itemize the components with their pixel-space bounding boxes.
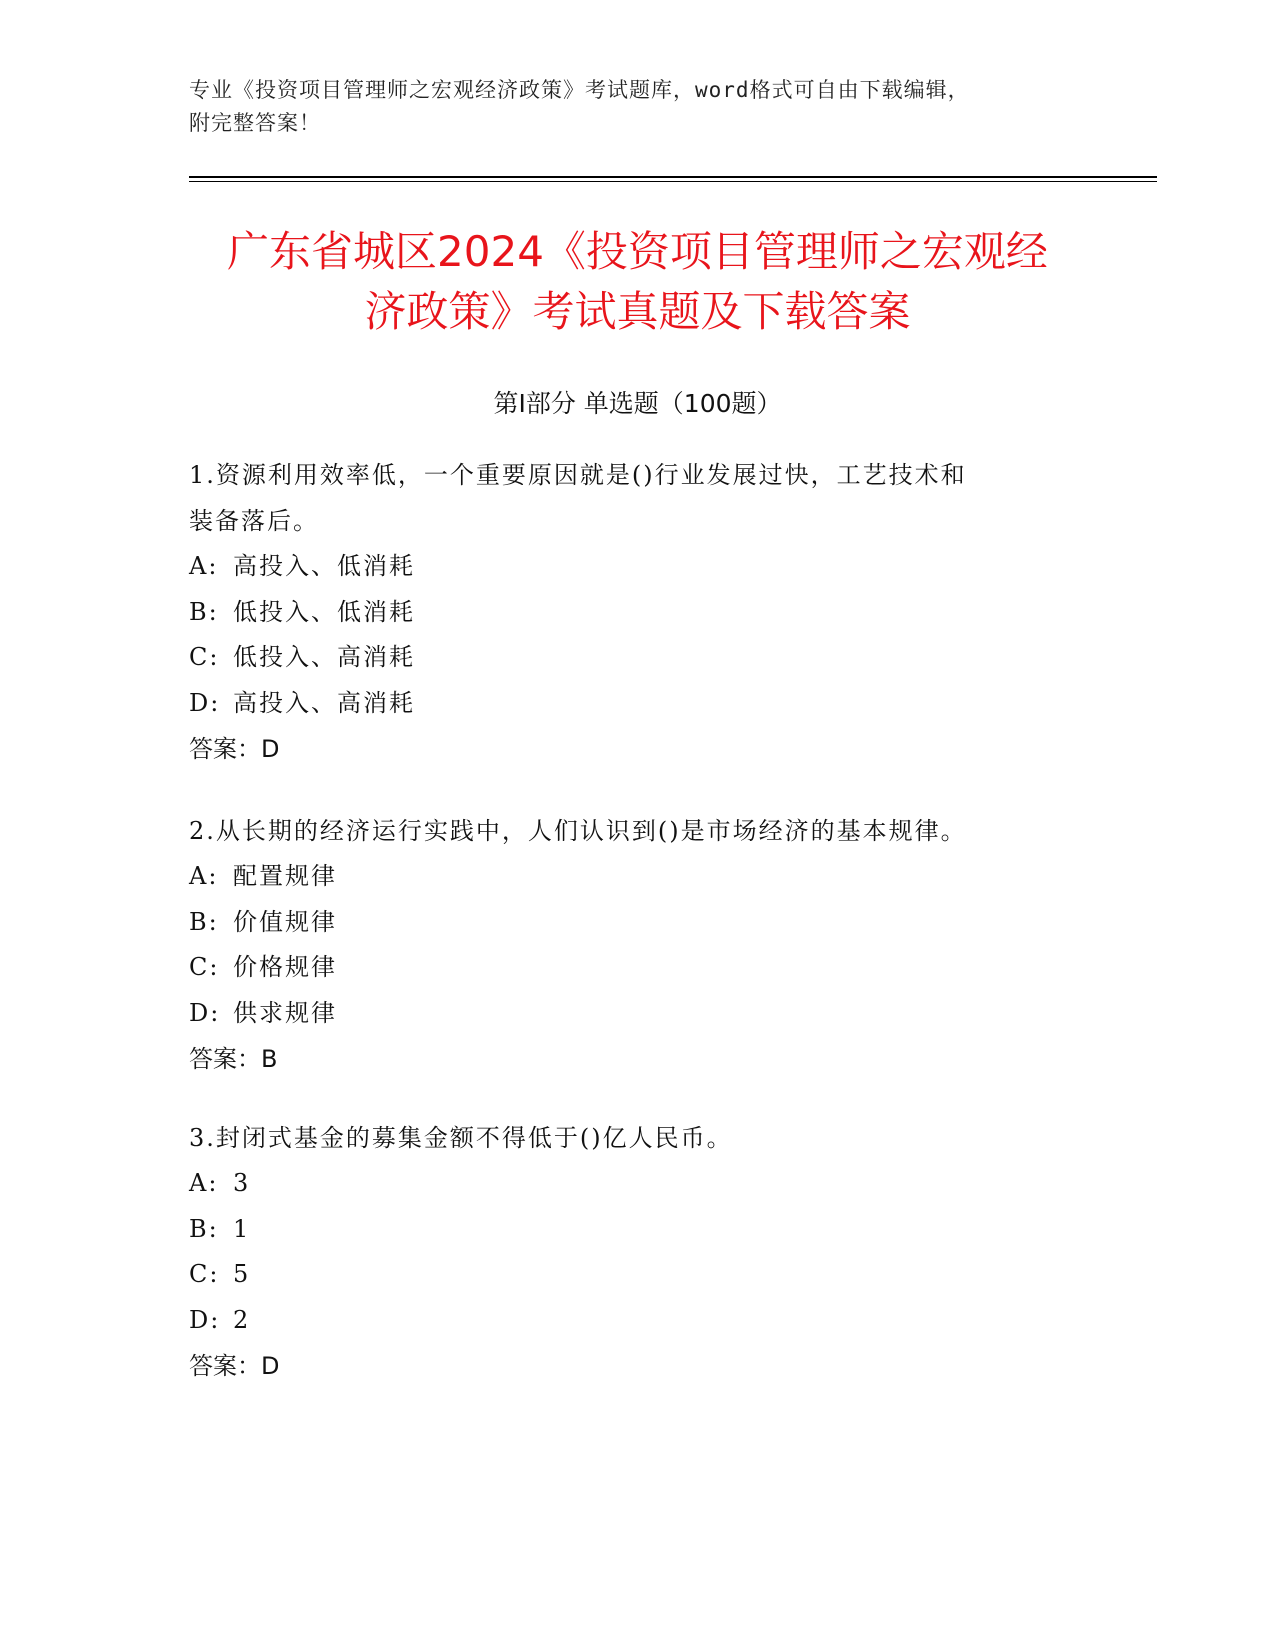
option-text: 高投入、高消耗 <box>233 688 415 717</box>
option-c <box>189 945 1069 991</box>
option-letter: C: <box>189 643 220 671</box>
header-note-line-1: 专业《投资项目管理师之宏观经济政策》考试题库，word格式可自由下载编辑， <box>189 78 970 102</box>
option-text: 2 <box>233 1305 251 1334</box>
option-text: 高投入、低消耗 <box>233 552 415 580</box>
option-a <box>189 544 1069 590</box>
option-letter: B: <box>189 907 219 936</box>
answer: 答案：D <box>189 735 280 763</box>
option-b <box>189 1207 1069 1253</box>
answer: 答案：B <box>189 1045 278 1073</box>
option-text: 价格规律 <box>233 953 337 981</box>
option-text: 价值规律 <box>233 907 337 936</box>
header-note-line-2: 附完整答案！ <box>189 111 321 135</box>
header-note <box>189 74 1089 140</box>
option-text: 低投入、高消耗 <box>233 643 415 671</box>
option-letter: A: <box>189 862 219 890</box>
option-letter: D: <box>189 998 221 1027</box>
option-a <box>189 1161 1069 1207</box>
document-title-line-1: 广东省城区2024《投资项目管理师之宏观经 <box>227 227 1048 276</box>
question-3 <box>189 1115 1069 1389</box>
option-letter: C: <box>189 953 220 981</box>
option-c <box>189 635 1069 681</box>
option-d <box>189 681 1069 727</box>
question-stem-continued: 装备落后。 <box>189 507 319 535</box>
header-divider-thin <box>189 181 1157 182</box>
option-b <box>189 900 1069 946</box>
option-letter: C: <box>189 1260 220 1288</box>
option-text: 1 <box>233 1214 251 1243</box>
answer: 答案：D <box>189 1352 280 1380</box>
option-d <box>189 991 1069 1037</box>
question-stem: 2.从长期的经济运行实践中，人们认识到()是市场经济的基本规律。 <box>189 817 967 845</box>
question-2 <box>189 808 1069 1082</box>
option-text: 配置规律 <box>233 862 337 890</box>
option-text: 低投入、低消耗 <box>233 597 415 626</box>
section-heading: 第Ⅰ部分 单选题（100题） <box>493 389 782 418</box>
question-stem: 3.封闭式基金的募集金额不得低于()亿人民币。 <box>189 1124 733 1152</box>
option-text: 供求规律 <box>233 998 337 1027</box>
option-a <box>189 854 1069 900</box>
option-d <box>189 1298 1069 1344</box>
header-divider-thick <box>189 176 1157 178</box>
document-title-line-2: 济政策》考试真题及下载答案 <box>364 287 911 336</box>
question-stem: 1.资源利用效率低，一个重要原因就是()行业发展过快，工艺技术和 <box>189 461 967 489</box>
option-letter: B: <box>189 597 219 626</box>
option-text: 3 <box>233 1169 251 1197</box>
option-letter: A: <box>189 552 219 580</box>
option-text: 5 <box>233 1260 251 1288</box>
option-letter: D: <box>189 1305 221 1334</box>
question-1 <box>189 452 1069 772</box>
option-c <box>189 1252 1069 1298</box>
option-letter: B: <box>189 1214 219 1243</box>
option-letter: D: <box>189 688 221 717</box>
option-b <box>189 590 1069 636</box>
option-letter: A: <box>189 1169 219 1197</box>
document-title <box>160 222 1115 342</box>
